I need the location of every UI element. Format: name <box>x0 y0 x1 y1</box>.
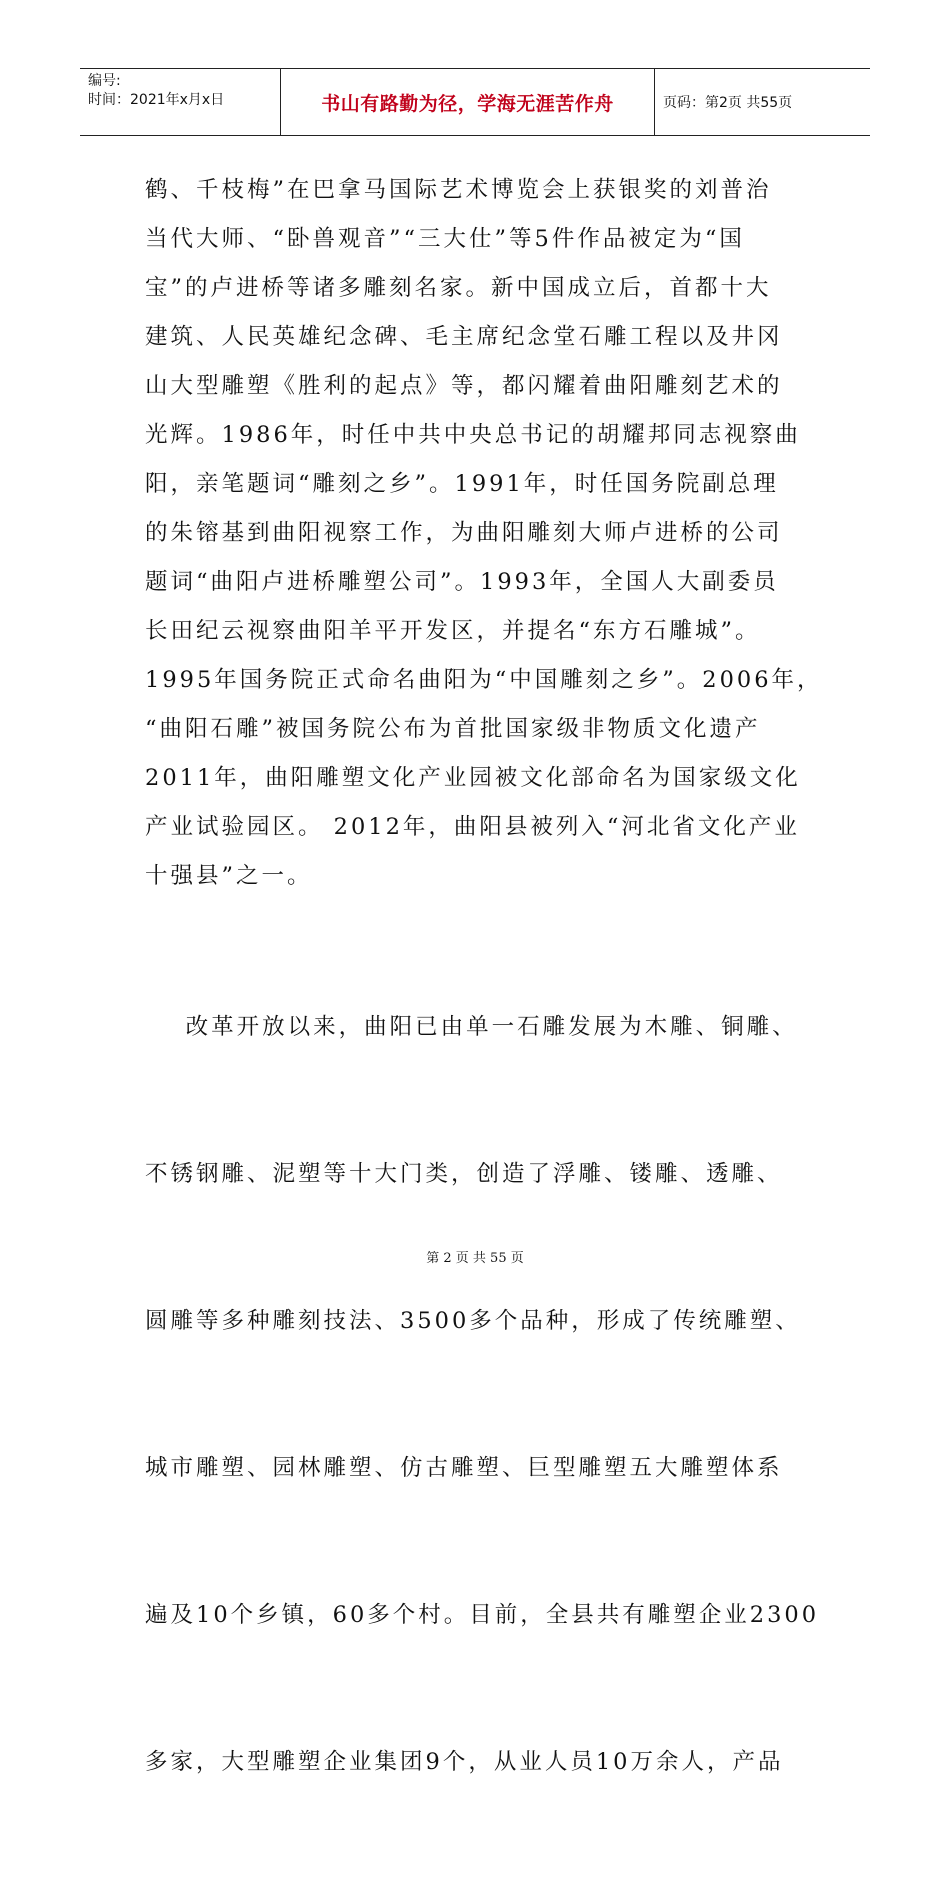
header-motto: 书山有路勤为径，学海无涯苦作舟 <box>281 69 655 135</box>
text-line: 不锈钢雕、泥塑等十大门类，创造了浮雕、镂雕、透雕、 <box>145 1161 783 1187</box>
page-footer: 第 2 页 共 55 页 <box>426 1251 524 1266</box>
text-line: 十强县”之一。 <box>145 863 313 889</box>
header-meta <box>80 69 281 135</box>
page-header <box>80 68 870 136</box>
document-body <box>145 166 823 1885</box>
text-line: 宝”的卢进桥等诸多雕刻名家。新中国成立后，首都十大 <box>145 275 772 301</box>
text-line: 改革开放以来，曲阳已由单一石雕发展为木雕、铜雕、 <box>145 1014 798 1040</box>
document-number: 编号: <box>88 73 121 89</box>
text-line: 圆雕等多种雕刻技法、3500多个品种，形成了传统雕塑、 <box>145 1308 801 1334</box>
text-line: 多家，大型雕塑企业集团9个，从业人员10万余人，产品 <box>145 1749 784 1775</box>
text-line: “曲阳石雕”被国务院公布为首批国家级非物质文化遗产 <box>145 716 761 742</box>
text-line: 建筑、人民英雄纪念碑、毛主席纪念堂石雕工程以及井冈 <box>145 324 783 350</box>
text-line: 2011年，曲阳雕塑文化产业园被文化部命名为国家级文化 <box>145 765 801 791</box>
text-line: 当代大师、“卧兽观音”“三大仕”等5件作品被定为“国 <box>145 226 745 252</box>
text-line: 山大型雕塑《胜利的起点》等，都闪耀着曲阳雕刻艺术的 <box>145 373 783 399</box>
text-line: 阳，亲笔题词“雕刻之乡”。1991年，时任国务院副总理 <box>145 471 779 497</box>
paragraph-2 <box>145 905 820 1885</box>
text-line: 1995年国务院正式命名曲阳为“中国雕刻之乡”。2006年， <box>145 667 823 693</box>
text-line: 长田纪云视察曲阳羊平开发区，并提名“东方石雕城”。 <box>145 618 761 644</box>
text-line: 鹤、千枝梅”在巴拿马国际艺术博览会上获银奖的刘普治 <box>145 177 772 203</box>
text-line: 遍及10个乡镇，60多个村。目前，全县共有雕塑企业2300 <box>145 1602 820 1628</box>
document-date: 时间：2021年x月x日 <box>88 92 225 108</box>
text-line: 光辉。1986年，时任中共中央总书记的胡耀邦同志视察曲 <box>145 422 801 448</box>
paragraph-1 <box>145 166 823 901</box>
text-line: 题词“曲阳卢进桥雕塑公司”。1993年，全国人大副委员 <box>145 569 779 595</box>
text-line: 城市雕塑、园林雕塑、仿古雕塑、巨型雕塑五大雕塑体系 <box>145 1455 783 1481</box>
text-line: 产业试验园区。 2012年，曲阳县被列入“河北省文化产业 <box>145 814 800 840</box>
header-page-info: 页码：第2页 共55页 <box>663 95 793 111</box>
text-line: 的朱镕基到曲阳视察工作，为曲阳雕刻大师卢进桥的公司 <box>145 520 783 546</box>
